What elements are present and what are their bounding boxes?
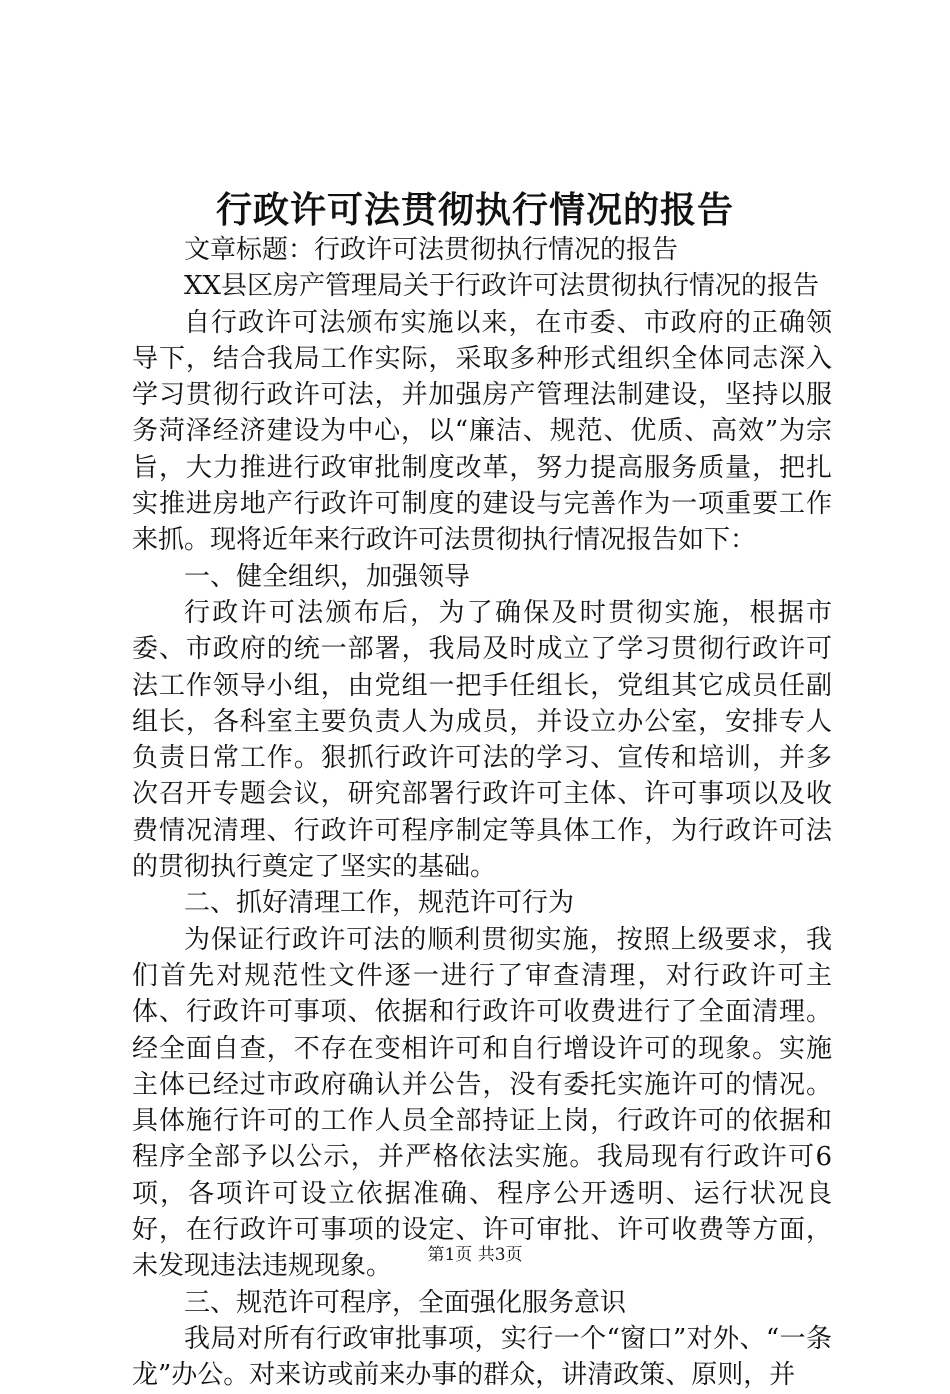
section-heading: 二、抓好清理工作，规范许可行为 (184, 888, 575, 919)
page-footer: 第1页 共3页 (427, 1245, 523, 1265)
article-title-line: 文章标题：行政许可法贯彻执行情况的报告 (184, 235, 679, 265)
section-heading: 一、健全组织，加强领导 (184, 561, 471, 592)
report-heading: XX县区房产管理局关于行政许可法贯彻执行情况的报告 (184, 271, 820, 302)
document-title: 行政许可法贯彻执行情况的报告 (215, 189, 734, 231)
body-paragraph: 自行政许可法颁布实施以来，在市委、市政府的正确领导下，结合我局工作实际，采取多种形式组织全体同志深入学习贯彻行政许可法，并加强房产管理法制建设，坚持以服务菏泽经济建设为中心，以“廉洁、规范、优质、高效”为宗旨，大力推进行政审批制度改革，努力提高服务质量，把扎实推进房地产行政许可制度的建设与完善作为一项重要工作来抓。现将近年来行政许可法贯彻执行情况报告如下： (132, 307, 832, 556)
document-body (132, 232, 832, 1394)
body-paragraph: 我局对所有行政审批事项，实行一个“窗口”对外、“一条龙”办公。对来访或前来办事的群众，讲清政策、原则，并 (132, 1323, 832, 1391)
body-paragraph: 为保证行政许可法的顺利贯彻实施，按照上级要求，我们首先对规范性文件逐一进行了审查清理，对行政许可主体、行政许可事项、依据和行政许可收费进行了全面清理。经全面自查，不存在变相许可和自行增设许可的现象。实施主体已经过市政府确认并公告，没有委托实施许可的情况。具体施行许可的工作人员全部持证上岗，行政许可的依据和程序全部予以公示，并严格依法实施。我局现有行政许可6项，各项许可设立依据准确、程序公开透明、运行状况良好，在行政许可事项的设定、许可审批、许可收费等方面，未发现违法违规现象。 (132, 924, 832, 1282)
section-heading: 三、规范许可程序，全面强化服务意识 (184, 1287, 627, 1318)
body-paragraph: 行政许可法颁布后，为了确保及时贯彻实施，根据市委、市政府的统一部署，我局及时成立了学习贯彻行政许可法工作领导小组，由党组一把手任组长，党组其它成员任副组长，各科室主要负责人为成员，并设立办公室，安排专人负责日常工作。狠抓行政许可法的学习、宣传和培训，并多次召开专题会议，研究部署行政许可主体、许可事项以及收费情况清理、行政许可程序制定等具体工作，为行政许可法的贯彻执行奠定了坚实的基础。 (132, 597, 832, 883)
